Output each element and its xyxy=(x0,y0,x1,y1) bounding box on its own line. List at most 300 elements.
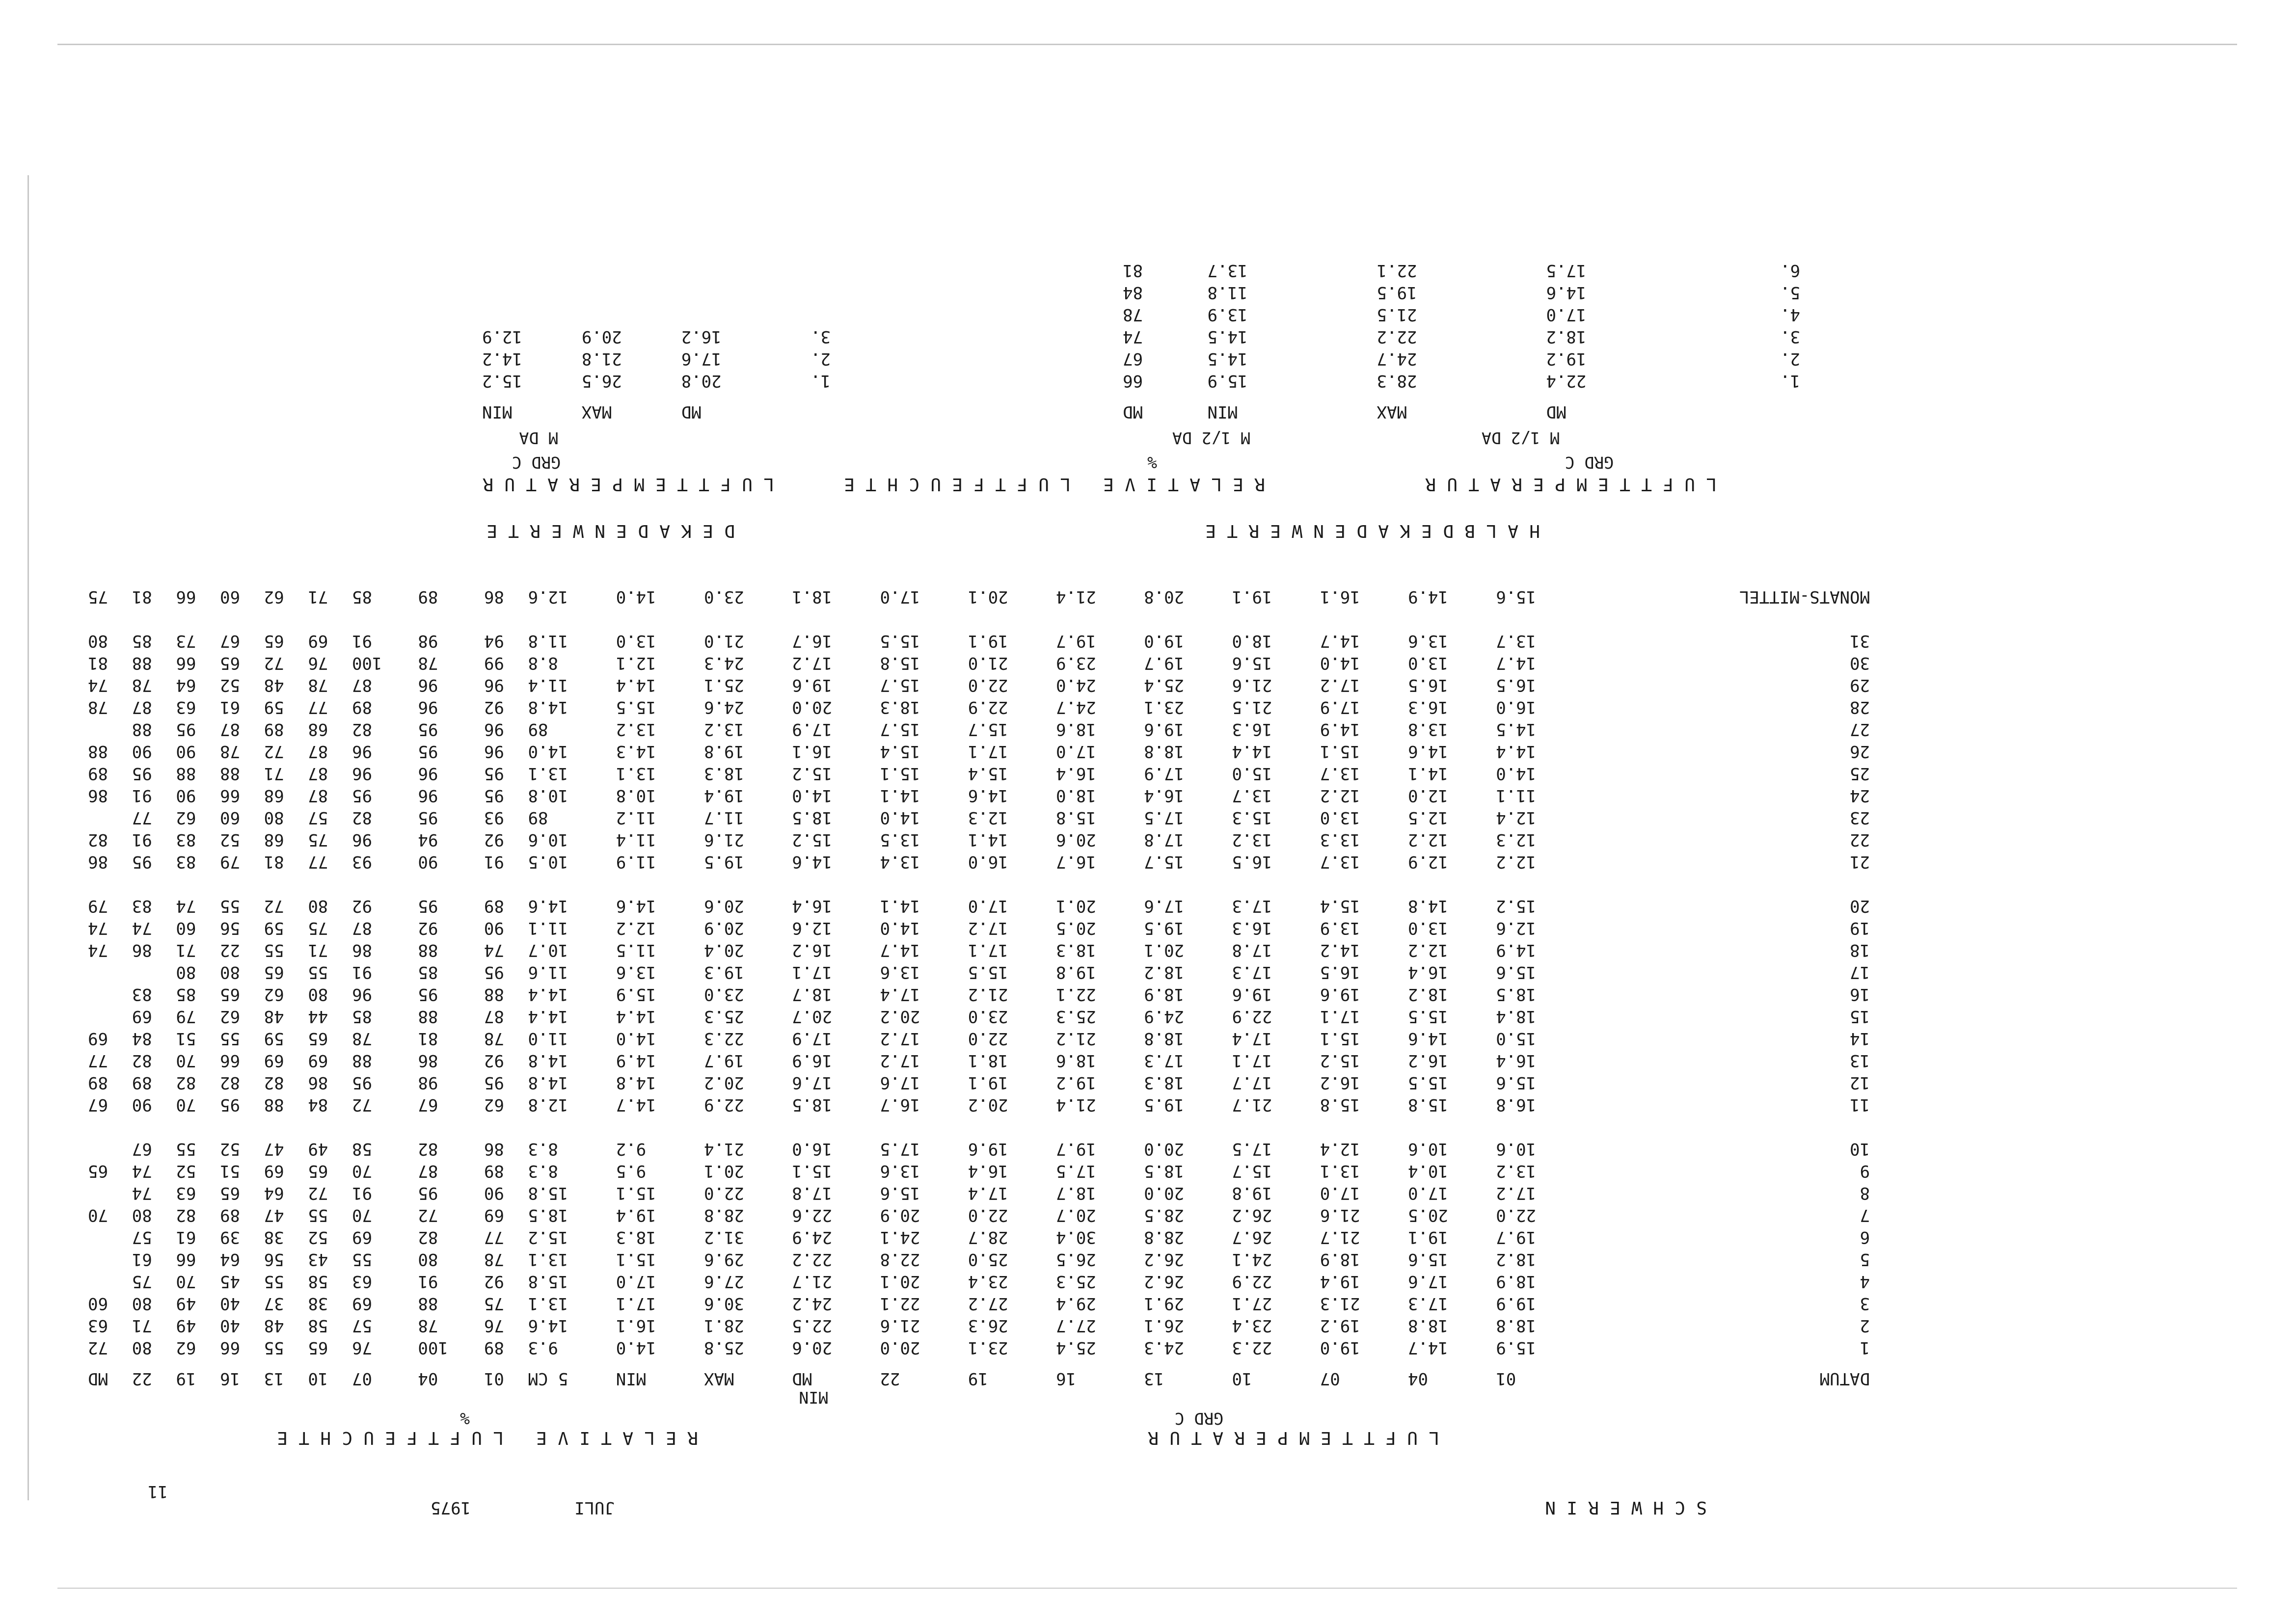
daily-cell: 10 xyxy=(1850,1139,1870,1159)
daily-cell: 26.7 xyxy=(1232,1227,1272,1248)
daily-cell: 13.6 xyxy=(1408,631,1448,651)
daily-cell: 74 xyxy=(88,918,108,938)
daily-cell: 13.1 xyxy=(616,764,656,784)
daily-cell: 19.7 xyxy=(1056,631,1096,651)
daily-cell: 15.6 xyxy=(1496,1073,1537,1093)
daily-cell: 16.4 xyxy=(968,1161,1008,1181)
daily-cell: 16.0 xyxy=(968,852,1008,872)
daily-cell: 78 xyxy=(351,1029,372,1049)
daily-cell: 16.5 xyxy=(1408,675,1448,695)
daily-row xyxy=(88,1315,1870,1337)
daily-cell: 23.9 xyxy=(1056,653,1096,673)
daily-cell: 55 xyxy=(351,1250,372,1270)
halb-cell: 14.5 xyxy=(1207,349,1248,369)
daily-cell: 19.7 xyxy=(704,1051,744,1071)
daily-cell: 90 xyxy=(484,1183,504,1203)
daily-cell: 17 xyxy=(1850,962,1870,983)
halb-header-first xyxy=(1715,402,1800,426)
daily-cell: 18.8 xyxy=(1144,1029,1185,1049)
daily-cell: 17.3 xyxy=(1232,896,1272,916)
daily-cell: 91 xyxy=(132,830,152,850)
daily-cell: 62 xyxy=(176,1338,196,1358)
daily-cell: 11.8 xyxy=(528,631,568,651)
daily-header-cell: 01 xyxy=(484,1369,504,1388)
daily-cell: 13.7 xyxy=(1320,852,1360,872)
halb-temp-unit: GRD C xyxy=(1565,453,1614,472)
daily-cell: 21.7 xyxy=(792,1272,833,1292)
halb-cell: 4. xyxy=(1780,305,1800,325)
daily-cell: 72 xyxy=(264,896,284,916)
daily-cell: 31 xyxy=(1850,631,1870,651)
daily-cell: 14.9 xyxy=(1320,719,1360,740)
daily-cell: 14.4 xyxy=(1232,742,1272,762)
daily-cell: 21.6 xyxy=(704,830,744,850)
daily-cell xyxy=(88,1226,132,1249)
daily-cell: 17.5 xyxy=(880,1139,920,1159)
daily-cell: 80 xyxy=(88,631,108,651)
daily-cell: 38 xyxy=(308,1294,328,1314)
daily-cell: 15.7 xyxy=(1232,1161,1272,1181)
daily-cell: 14.6 xyxy=(968,786,1008,806)
daily-cell: 84 xyxy=(132,1029,152,1049)
daily-cell: 18.2 xyxy=(1144,962,1185,983)
daily-cell: 19.5 xyxy=(1144,918,1185,938)
daily-row xyxy=(88,1138,1870,1160)
daily-cell: 19.7 xyxy=(1496,1227,1537,1248)
daily-cell: 78 xyxy=(418,1316,438,1336)
daily-cell: 19.4 xyxy=(1320,1272,1360,1292)
daily-cell: 88 xyxy=(484,984,504,1005)
daily-cell: 57 xyxy=(351,1316,372,1336)
daily-cell: 13.1 xyxy=(1320,1161,1360,1181)
daily-cell: 16.7 xyxy=(880,1095,920,1115)
daily-cell: 21.5 xyxy=(1232,697,1272,718)
daily-cell: 22.2 xyxy=(792,1250,833,1270)
daily-cell: 15.4 xyxy=(880,742,920,762)
daily-cell: 10.4 xyxy=(1408,1161,1448,1181)
daily-cell: 17.3 xyxy=(1232,962,1272,983)
halb-table xyxy=(1123,260,1800,426)
dekade-cell: 2. xyxy=(810,349,831,369)
daily-cell: 88 xyxy=(351,1051,372,1071)
daily-cell: 85 xyxy=(418,962,438,983)
daily-cell: 17.6 xyxy=(792,1073,833,1093)
daily-cell: 86 xyxy=(418,1051,438,1071)
daily-cell: 24.9 xyxy=(1144,1007,1185,1027)
daily-cell: 72 xyxy=(418,1205,438,1225)
daily-cell: 92 xyxy=(484,830,504,850)
daily-cell: 25.4 xyxy=(1056,1338,1096,1358)
halb-cell: 18.2 xyxy=(1546,327,1587,347)
daily-cell: 19.0 xyxy=(1144,631,1185,651)
daily-cell: 24.3 xyxy=(704,653,744,673)
daily-row xyxy=(88,961,1870,984)
daily-mean-cell: 19.1 xyxy=(1232,587,1272,607)
daily-cell: 11.2 xyxy=(616,808,656,828)
daily-cell xyxy=(88,718,132,741)
daily-cell: 60 xyxy=(176,918,196,938)
daily-cell: 96 xyxy=(351,830,372,850)
daily-cell: 22.1 xyxy=(880,1294,920,1314)
daily-cell: 86 xyxy=(88,852,108,872)
halb-header-row xyxy=(1123,402,1800,426)
halb-cell: 14.6 xyxy=(1546,283,1587,303)
daily-mean-cell: 14.9 xyxy=(1408,587,1448,607)
daily-cell: 24.9 xyxy=(792,1227,833,1248)
daily-cell: 66 xyxy=(220,786,241,806)
daily-cell: 10.8 xyxy=(528,786,568,806)
daily-cell: 87 xyxy=(351,918,372,938)
halb-cell: 14.5 xyxy=(1207,327,1248,347)
daily-cell: 16 xyxy=(1850,984,1870,1005)
daily-cell: 18.8 xyxy=(1496,1316,1537,1336)
daily-cell: 13.0 xyxy=(1408,653,1448,673)
daily-cell: 19.6 xyxy=(792,675,833,695)
daily-cell: 11.0 xyxy=(528,1029,568,1049)
daily-cell: 55 xyxy=(264,940,284,960)
daily-cell: 18.4 xyxy=(1496,1007,1537,1027)
daily-cell: 89 xyxy=(484,1161,504,1181)
daily-cell: 23 xyxy=(1850,808,1870,828)
daily-cell: 3 xyxy=(1860,1294,1870,1314)
daily-cell: 69 xyxy=(484,1205,504,1225)
daily-cell: 66 xyxy=(176,1250,196,1270)
daily-cell: 90 xyxy=(176,742,196,762)
daily-row xyxy=(88,630,1870,652)
daily-cell: 12.6 xyxy=(1496,918,1537,938)
daily-cell: 84 xyxy=(308,1095,328,1115)
daily-cell: 87 xyxy=(308,764,328,784)
daily-cell: 15.0 xyxy=(1496,1029,1537,1049)
daily-cell: 77 xyxy=(308,697,328,718)
daily-cell: 12.2 xyxy=(1320,786,1360,806)
daily-cell: 14.6 xyxy=(616,896,656,916)
dekade-title: DEKADENWERTE xyxy=(476,521,735,541)
daily-cell: 20.7 xyxy=(792,1007,833,1027)
daily-cell: 15.0 xyxy=(1232,764,1272,784)
daily-cell: 21.4 xyxy=(704,1139,744,1159)
daily-header-cell: DATUM xyxy=(1819,1369,1870,1388)
daily-cell: 69 xyxy=(351,1294,372,1314)
daily-cell: 65 xyxy=(308,1161,328,1181)
daily-cell: 82 xyxy=(418,1227,438,1248)
daily-cell: 24.1 xyxy=(1232,1250,1272,1270)
daily-cell: 70 xyxy=(176,1095,196,1115)
daily-cell: 10.6 xyxy=(528,830,568,850)
daily-cell: 10.8 xyxy=(616,786,656,806)
daily-cell: 17.2 xyxy=(1320,675,1360,695)
daily-cell: 16.3 xyxy=(1408,697,1448,718)
daily-cell: 74 xyxy=(176,896,196,916)
daily-cell: 45 xyxy=(220,1272,241,1292)
daily-cell: 12.9 xyxy=(1408,852,1448,872)
daily-cell: 14.1 xyxy=(880,786,920,806)
dekade-table xyxy=(482,326,831,426)
daily-cell: 14.7 xyxy=(880,940,920,960)
halb-span-hum: M 1/2 DA xyxy=(1172,428,1250,448)
daily-cell: 16.2 xyxy=(1320,1073,1360,1093)
daily-cell: 69 xyxy=(264,1051,284,1071)
daily-cell: 28.8 xyxy=(704,1205,744,1225)
daily-cell: 15.8 xyxy=(528,1183,568,1203)
daily-cell: 88 xyxy=(418,940,438,960)
daily-cell: 17.9 xyxy=(1144,764,1185,784)
daily-cell: 87 xyxy=(308,786,328,806)
daily-cell: 59 xyxy=(264,697,284,718)
daily-cell: 90 xyxy=(418,852,438,872)
daily-cell: 23.1 xyxy=(1144,697,1185,718)
daily-cell: 14.4 xyxy=(616,1007,656,1027)
daily-cell: 55 xyxy=(308,962,328,983)
halb-header-cell: MIN xyxy=(1207,402,1238,422)
dekade-temp-unit: GRD C xyxy=(512,453,561,472)
daily-cell: 56 xyxy=(264,1250,284,1270)
halb-row xyxy=(1123,260,1800,282)
daily-cell: 80 xyxy=(132,1294,152,1314)
daily-cell: 80 xyxy=(132,1205,152,1225)
daily-header-cell: 13 xyxy=(264,1369,284,1388)
daily-cell: 19.5 xyxy=(1144,1095,1185,1115)
daily-cell: 96 xyxy=(418,675,438,695)
daily-cell: 25.3 xyxy=(704,1007,744,1027)
daily-cell: 61 xyxy=(176,1227,196,1248)
daily-cell: 14.0 xyxy=(1320,653,1360,673)
daily-cell: 17.3 xyxy=(1144,1051,1185,1071)
daily-cell: 18 xyxy=(1850,940,1870,960)
halb-cell: 6. xyxy=(1780,261,1800,281)
daily-cell: 88 xyxy=(176,764,196,784)
daily-cell: 52 xyxy=(176,1161,196,1181)
daily-cell: 95 xyxy=(484,764,504,784)
daily-cell xyxy=(88,807,132,829)
daily-cell: 65 xyxy=(308,1029,328,1049)
halb-cell: 66 xyxy=(1123,371,1143,391)
daily-row xyxy=(88,939,1870,961)
daily-cell: 95 xyxy=(484,786,504,806)
daily-cell: 16.4 xyxy=(1408,962,1448,983)
daily-cell: 14.3 xyxy=(616,742,656,762)
daily-cell: 40 xyxy=(220,1316,241,1336)
daily-cell: 12.2 xyxy=(1408,830,1448,850)
daily-cell: 98 xyxy=(418,1073,438,1093)
daily-cell: 18.6 xyxy=(1056,719,1096,740)
daily-cell: 96 xyxy=(418,786,438,806)
halb-cell: 84 xyxy=(1123,283,1143,303)
daily-cell: 13.2 xyxy=(1496,1161,1537,1181)
daily-cell: 13.0 xyxy=(1320,808,1360,828)
daily-cell: 66 xyxy=(176,653,196,673)
daily-cell: 77 xyxy=(132,808,152,828)
daily-cell: 79 xyxy=(220,852,241,872)
daily-cell: 14.2 xyxy=(1320,940,1360,960)
daily-cell: 28.1 xyxy=(704,1316,744,1336)
daily-cell: 14.7 xyxy=(616,1095,656,1115)
daily-mean-cell: 85 xyxy=(351,587,372,607)
daily-cell: 9.3 xyxy=(528,1338,558,1358)
daily-cell: 90 xyxy=(484,918,504,938)
daily-cell: 17.0 xyxy=(1320,1183,1360,1203)
daily-cell: 14 xyxy=(1850,1029,1870,1049)
daily-cell: 62 xyxy=(176,808,196,828)
daily-cell: 55 xyxy=(220,896,241,916)
daily-cell: 92 xyxy=(484,697,504,718)
dekade-cell: 1. xyxy=(810,371,831,391)
daily-cell: 89 xyxy=(264,719,284,740)
halb-temp-title: LUFTTEMPERATUR xyxy=(1414,474,1717,494)
daily-cell: 95 xyxy=(351,1073,372,1093)
daily-mean-cell: 81 xyxy=(132,587,152,607)
daily-cell: 89 xyxy=(528,808,548,828)
daily-cell: 22.0 xyxy=(704,1183,744,1203)
daily-mean-cell: 71 xyxy=(308,587,328,607)
daily-cell: 83 xyxy=(132,984,152,1005)
daily-cell: 13.7 xyxy=(1496,631,1537,651)
daily-cell: 91 xyxy=(351,1183,372,1203)
daily-cell: 18.3 xyxy=(1056,940,1096,960)
daily-cell: 82 xyxy=(176,1205,196,1225)
daily-cell: 68 xyxy=(308,719,328,740)
daily-cell: 15.1 xyxy=(1320,1029,1360,1049)
daily-row xyxy=(88,917,1870,939)
daily-cell: 96 xyxy=(351,742,372,762)
daily-cell: 19.6 xyxy=(968,1139,1008,1159)
daily-cell: 12 xyxy=(1850,1073,1870,1093)
daily-row xyxy=(88,984,1870,1006)
daily-cell: 13.6 xyxy=(880,962,920,983)
daily-cell: 13.2 xyxy=(704,719,744,740)
daily-cell: 67 xyxy=(220,631,241,651)
daily-cell: 14.1 xyxy=(968,830,1008,850)
daily-cell: 15.9 xyxy=(1496,1338,1537,1358)
daily-hum-unit: % xyxy=(460,1409,470,1428)
daily-cell: 13.4 xyxy=(880,852,920,872)
daily-cell: 74 xyxy=(132,1161,152,1181)
daily-hum-title: RELATIVE LUFTFEUCHTE xyxy=(266,1428,698,1448)
daily-mean-cell: 66 xyxy=(176,587,196,607)
daily-cell: 14.4 xyxy=(1496,742,1537,762)
daily-cell: 78 xyxy=(132,675,152,695)
daily-cell: 22.1 xyxy=(1056,984,1096,1005)
dekade-cell: 14.2 xyxy=(482,349,522,369)
daily-cell: 20.0 xyxy=(880,1338,920,1358)
daily-row xyxy=(88,763,1870,785)
daily-cell: 15.1 xyxy=(616,1183,656,1203)
daily-cell: 95 xyxy=(484,1073,504,1093)
daily-cell: 15.1 xyxy=(616,1250,656,1270)
daily-cell: 16.0 xyxy=(792,1139,833,1159)
daily-row xyxy=(88,1094,1870,1116)
halb-cell: 74 xyxy=(1123,327,1143,347)
daily-cell: 74 xyxy=(484,940,504,960)
daily-cell: 12.3 xyxy=(1496,830,1537,850)
daily-cell: 87 xyxy=(132,697,152,718)
daily-cell: 22.9 xyxy=(1232,1007,1272,1027)
daily-cell: 72 xyxy=(264,742,284,762)
daily-cell: 13.7 xyxy=(1232,786,1272,806)
halb-cell: 13.7 xyxy=(1207,261,1248,281)
daily-cell: 15.8 xyxy=(1056,808,1096,828)
daily-cell: 14.7 xyxy=(1320,631,1360,651)
daily-cell: 10.5 xyxy=(528,852,568,872)
daily-cell: 15.2 xyxy=(528,1227,568,1248)
daily-cell: 20.2 xyxy=(968,1095,1008,1115)
daily-cell: 91 xyxy=(351,631,372,651)
daily-table xyxy=(88,586,1870,1392)
daily-cell: 91 xyxy=(351,962,372,983)
daily-cell: 19.0 xyxy=(1320,1338,1360,1358)
daily-cell: 17.2 xyxy=(792,653,833,673)
daily-cell: 65 xyxy=(264,962,284,983)
daily-cell: 60 xyxy=(220,808,241,828)
daily-cell: 78 xyxy=(484,1250,504,1270)
daily-mean-cell: 60 xyxy=(220,587,241,607)
daily-cell: 15.1 xyxy=(880,764,920,784)
daily-cell: 15.7 xyxy=(880,675,920,695)
daily-cell: 20.9 xyxy=(704,918,744,938)
daily-cell: 20.0 xyxy=(792,697,833,718)
daily-cell: 62 xyxy=(484,1095,504,1115)
halb-cell: 24.7 xyxy=(1377,349,1417,369)
dekade-cell: 20.9 xyxy=(581,327,622,347)
daily-cell: 25.8 xyxy=(704,1338,744,1358)
daily-cell: 52 xyxy=(308,1227,328,1248)
daily-cell: 20.6 xyxy=(1056,830,1096,850)
halb-cell: 22.2 xyxy=(1377,327,1417,347)
daily-cell: 95 xyxy=(132,852,152,872)
daily-cell: 52 xyxy=(220,830,241,850)
daily-cell: 15.1 xyxy=(1320,742,1360,762)
daily-cell: 71 xyxy=(264,764,284,784)
daily-cell: 62 xyxy=(220,1007,241,1027)
daily-cell: 63 xyxy=(88,1316,108,1336)
daily-cell: 17.1 xyxy=(616,1294,656,1314)
daily-cell: 20.1 xyxy=(1056,896,1096,916)
daily-cell: 15.5 xyxy=(880,631,920,651)
halb-row xyxy=(1123,370,1800,402)
daily-row xyxy=(88,1182,1870,1204)
daily-cell: 14.8 xyxy=(616,1073,656,1093)
daily-cell: 15.2 xyxy=(792,830,833,850)
daily-cell: 86 xyxy=(132,940,152,960)
daily-cell xyxy=(88,1271,132,1293)
daily-cell: 14.8 xyxy=(528,1073,568,1093)
daily-cell: 26.2 xyxy=(1144,1272,1185,1292)
daily-cell: 15.6 xyxy=(1408,1250,1448,1270)
daily-cell: 87 xyxy=(351,675,372,695)
dekade-cell: 15.2 xyxy=(482,371,522,391)
daily-cell: 70 xyxy=(88,1205,108,1225)
daily-cell: 22.0 xyxy=(968,1205,1008,1225)
halb-cell: 21.5 xyxy=(1377,305,1417,325)
halb-row xyxy=(1123,348,1800,370)
daily-row xyxy=(88,1293,1870,1315)
daily-cell: 21.0 xyxy=(704,631,744,651)
daily-cell: 21.7 xyxy=(1232,1095,1272,1115)
daily-cell: 22.3 xyxy=(704,1029,744,1049)
daily-cell: 8.3 xyxy=(528,1161,558,1181)
daily-cell: 67 xyxy=(132,1139,152,1159)
daily-cell: 96 xyxy=(484,742,504,762)
daily-row xyxy=(88,652,1870,674)
daily-cell: 88 xyxy=(132,719,152,740)
daily-cell: 16.8 xyxy=(1496,1095,1537,1115)
daily-cell: 13 xyxy=(1850,1051,1870,1071)
daily-cell: 39 xyxy=(220,1227,241,1248)
daily-cell: 91 xyxy=(484,852,504,872)
daily-cell: 63 xyxy=(176,1183,196,1203)
daily-cell: 17.9 xyxy=(1320,697,1360,718)
daily-cell: 22.5 xyxy=(792,1316,833,1336)
